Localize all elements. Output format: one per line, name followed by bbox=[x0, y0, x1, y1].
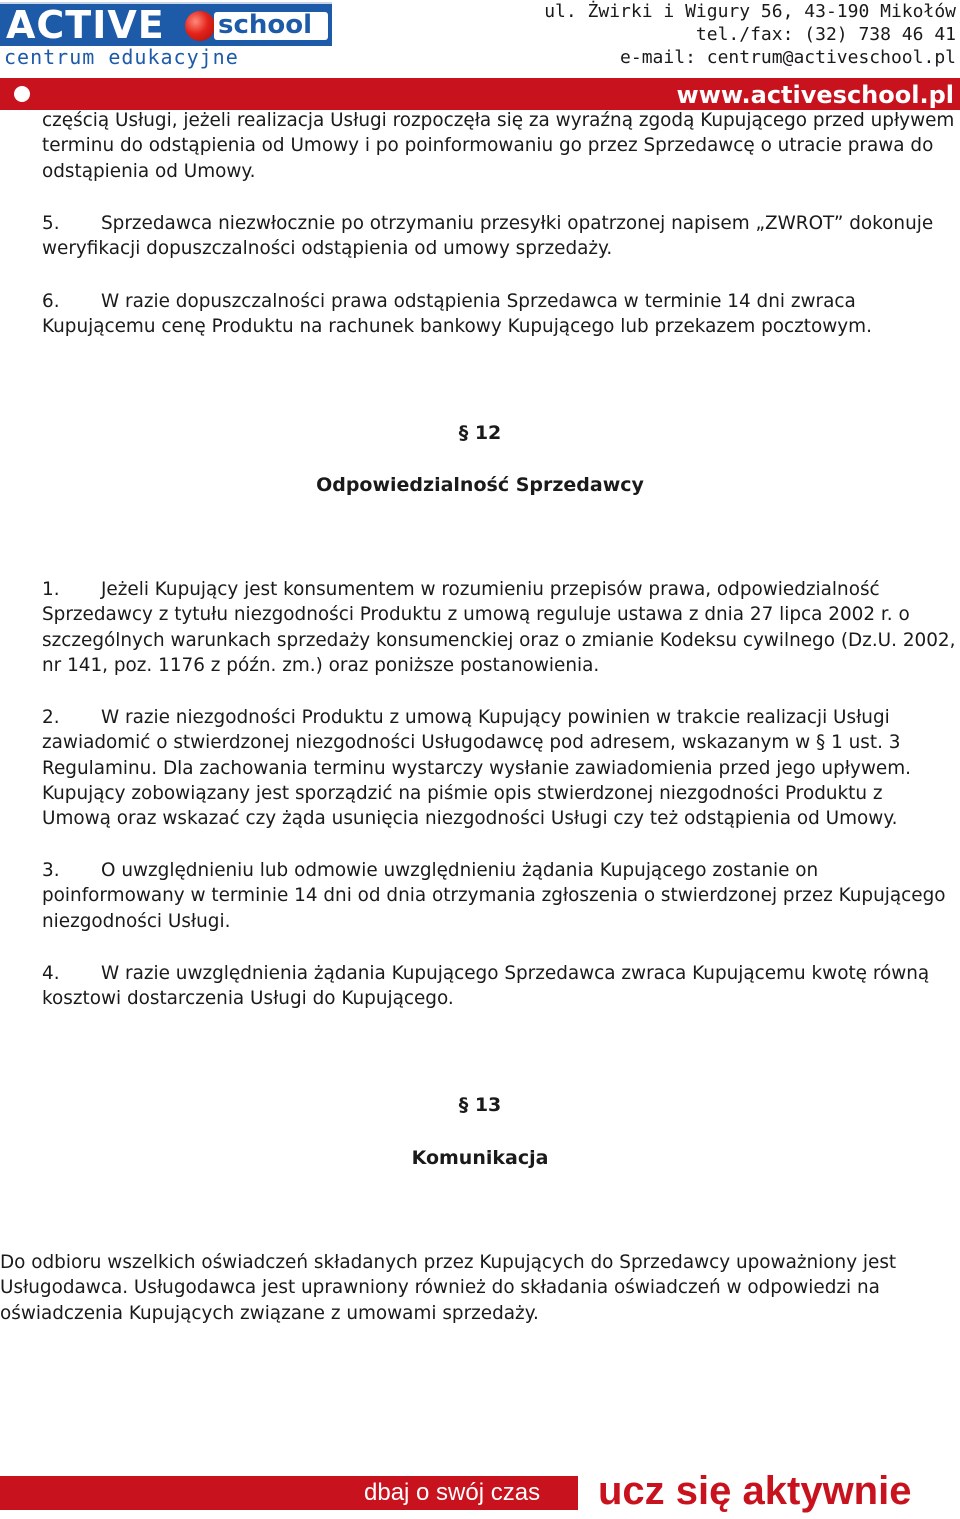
contact-address: ul. Żwirki i Wigury 56, 43-190 Mikołów bbox=[544, 1, 956, 22]
section-title: Komunikacja bbox=[411, 1147, 549, 1169]
list-item bbox=[42, 705, 957, 831]
website-url: www.activeschool.pl bbox=[676, 81, 954, 109]
list-item-text: W razie uwzględnienia żądania Kupującego Sprzedawca zwraca Kupującemu kwotę równą kosztowi dostarczenia Usługi do Kupującego. bbox=[42, 963, 930, 1010]
list-item-number: 5. bbox=[42, 213, 60, 234]
list-item-number: 6. bbox=[42, 291, 60, 312]
logo-school-badge bbox=[214, 12, 328, 40]
list-item bbox=[42, 289, 957, 340]
intro-paragraph: częścią Usługi, jeżeli realizacja Usługi rozpoczęła się za wyraźną zgodą Kupującego przed upływem terminu do odstąpienia od Umowy i po poinformowaniu go przez Sprzedawcę o utracie prawa do odstąpienia od Umowy. bbox=[42, 110, 955, 182]
page-header bbox=[0, 0, 960, 110]
list-item-text: W razie niezgodności Produktu z umową Kupujący powinien w trakcie realizacji Usługi zawiadomić o stwierdzonej niezgodności Usługodawcę pod adresem, wskazanym w § 1 ust. 3 Regulaminu. Dla zachowania terminu wystarczy wysłanie zawiadomienia przed jego upływem. Kupujący zobowiązany jest sporządzić na piśmie opis stwierdzonej niezgodności Produktu z Umową oraz wskazać czy żąda usunięcia niezgodności Usługi czy też odstąpienia od Umowy. bbox=[42, 707, 911, 830]
list-item-text: Sprzedawca niezwłocznie po otrzymaniu przesyłki opatrzonej napisem „ZWROT” dokonuje weryfikacji dopuszczalności odstąpienia od umowy sprzedaży. bbox=[42, 213, 934, 260]
list-item-text: Jeżeli Kupujący jest konsumentem w rozumieniu przepisów prawa, odpowiedzialność Sprzedawcy z tytułu niezgodności Produktu z umową reguluje ustawa z dnia 27 lipca 2002 r. o szczególnych warunkach sprzedaży konsumenckiej oraz o zmianie Kodeksu cywilnego (Dz.U. 2002, nr 141, poz. 1176 z późn. zm.) oraz poniższe postanowienia. bbox=[42, 579, 956, 676]
footer-slogan-small: dbaj o swój czas bbox=[364, 1479, 541, 1506]
list-item bbox=[42, 211, 957, 262]
footer-slogan-big: ucz się aktywnie bbox=[598, 1469, 912, 1513]
header-red-band bbox=[0, 78, 960, 110]
logo-word-active: ACTIVE bbox=[6, 3, 165, 47]
list-item bbox=[42, 961, 957, 1012]
logo-word-school: school bbox=[218, 10, 313, 40]
communication-paragraph: Do odbioru wszelkich oświadczeń składanych przez Kupujących do Sprzedawcy upoważniony jest Usługodawca. Usługodawca jest uprawniony również do składania oświadczeń w odpowiedzi na oświadczenia Kupujących związane z umowami sprzedaży. bbox=[0, 1252, 897, 1324]
logo-subtitle: centrum edukacyjne bbox=[4, 45, 239, 69]
list-item-number: 3. bbox=[42, 860, 60, 881]
bullet-dot-icon bbox=[14, 86, 30, 102]
list-item bbox=[42, 577, 957, 678]
activeschool-logo bbox=[0, 0, 332, 72]
logo-blue-bar bbox=[0, 2, 332, 46]
list-item-text: O uwzględnieniu lub odmowie uwzględnieniu żądania Kupującego zostanie on poinformowany w terminie 14 dni od dnia otrzymania zgłoszenia o stwierdzonej przez Kupującego niezgodności Usługi. bbox=[42, 860, 946, 932]
section-number: § 13 bbox=[458, 1094, 502, 1116]
page-footer bbox=[0, 1469, 960, 1513]
list-item-number: 2. bbox=[42, 707, 60, 728]
footer-red-bar bbox=[0, 1476, 578, 1510]
list-item-number: 1. bbox=[42, 579, 60, 600]
section-number: § 12 bbox=[458, 422, 502, 444]
list-item-text: W razie dopuszczalności prawa odstąpienia Sprzedawca w terminie 14 dni zwraca Kupującemu cenę Produktu na rachunek bankowy Kupującego lub przekazem pocztowym. bbox=[42, 291, 872, 338]
contact-block bbox=[544, 0, 956, 69]
section-title: Odpowiedzialność Sprzedawcy bbox=[316, 474, 644, 496]
contact-email: e-mail: centrum@activeschool.pl bbox=[620, 47, 956, 68]
list-item bbox=[42, 858, 957, 934]
logo-red-ball-icon bbox=[185, 11, 215, 41]
contact-phone: tel./fax: (32) 738 46 41 bbox=[695, 24, 956, 45]
list-item-number: 4. bbox=[42, 963, 60, 984]
